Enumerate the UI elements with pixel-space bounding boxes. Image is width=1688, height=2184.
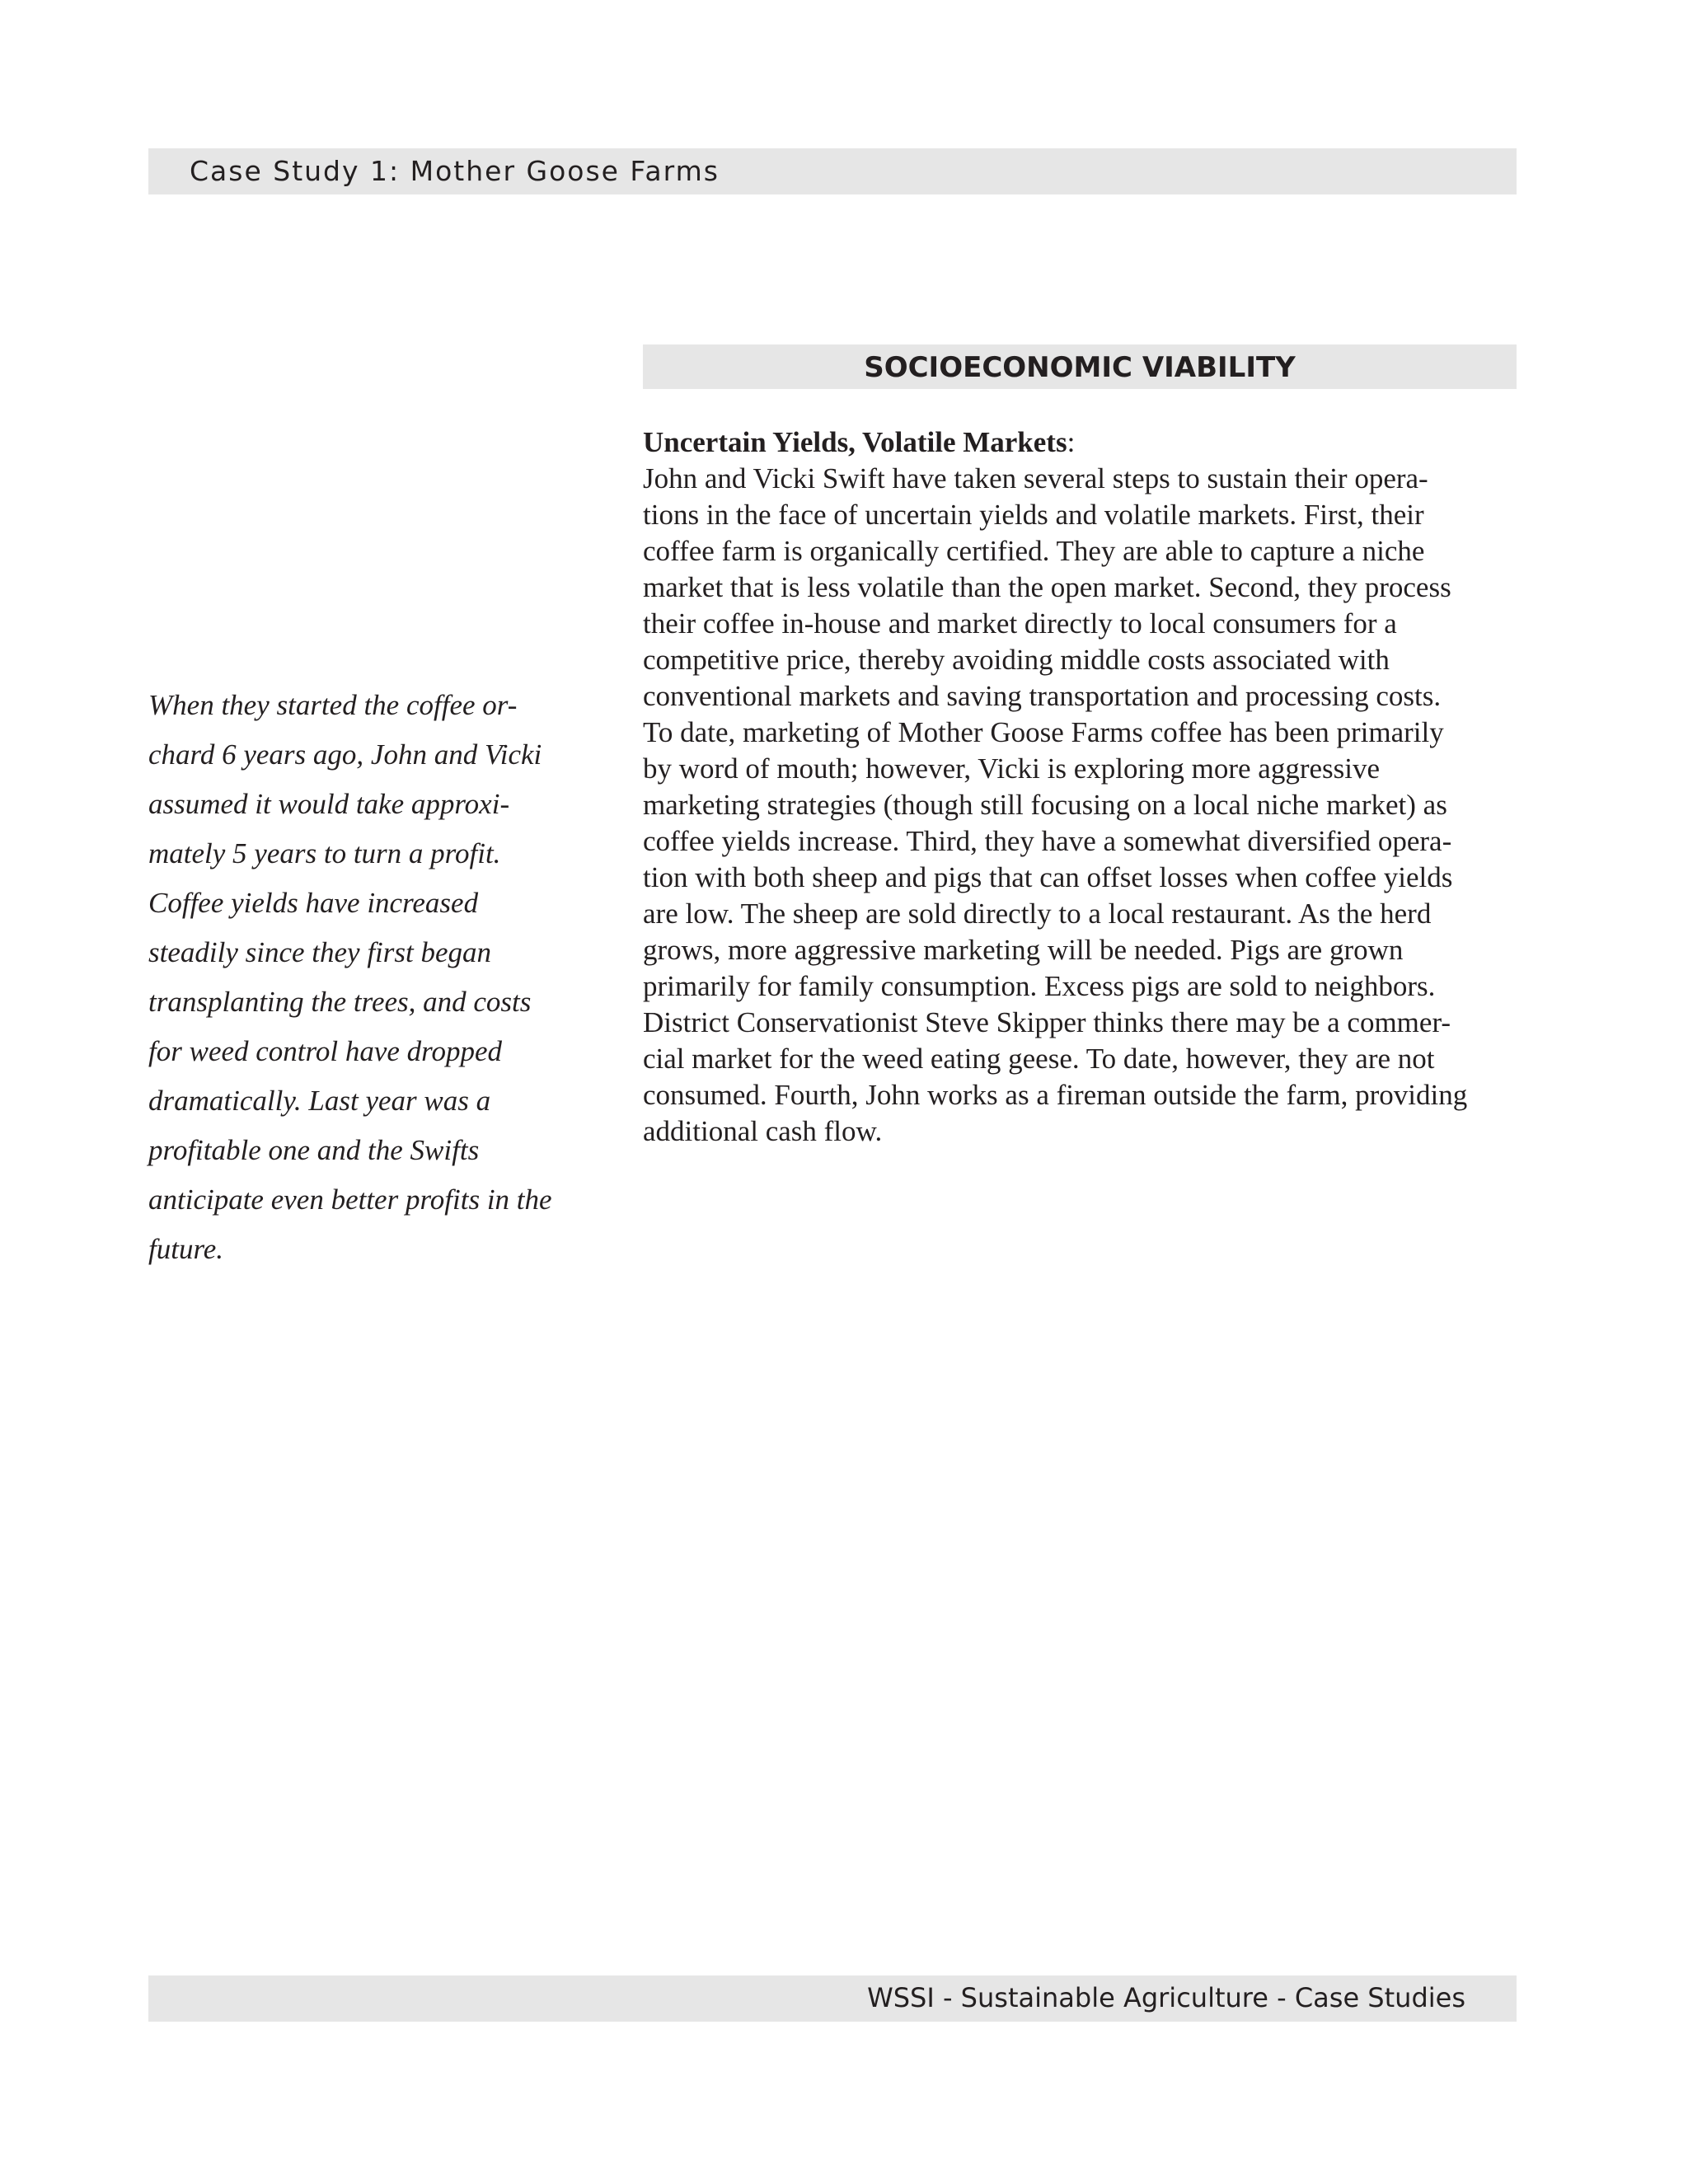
body-line: primarily for family consumption. Excess pigs are sold to neighbors. [643,970,1436,1002]
body-line: tions in the face of uncertain yields and volatile markets. First, their [643,499,1424,531]
sidebar-pull-quote [148,681,610,1274]
body-line: consumed. Fourth, John works as a fireman outside the farm, providing [643,1079,1468,1111]
subheading-colon: : [1067,426,1076,458]
sidebar-line: dramatically. Last year was a [148,1085,491,1117]
body-line: marketing strategies (though still focusing on a local niche market) as [643,789,1447,821]
sidebar-line: for weed control have dropped [148,1035,502,1067]
main-text-column [643,424,1517,1150]
body-line: market that is less volatile than the open market. Second, they process [643,571,1451,603]
body-line: cial market for the weed eating geese. To date, however, they are not [643,1043,1435,1075]
sidebar-line: Coffee yields have increased [148,887,479,919]
body-line: grows, more aggressive marketing will be needed. Pigs are grown [643,934,1404,966]
body-line: competitive price, thereby avoiding middle costs associated with [643,644,1390,676]
body-line: John and Vicki Swift have taken several steps to sustain their opera- [643,462,1428,494]
section-title: SOCIOECONOMIC VIABILITY [864,351,1296,384]
body-line: are low. The sheep are sold directly to a local restaurant. As the herd [643,898,1432,930]
sidebar-line: chard 6 years ago, John and Vicki [148,738,542,771]
sidebar-line: mately 5 years to turn a profit. [148,837,501,869]
running-footer-title: WSSI - Sustainable Agriculture - Case Studies [867,1982,1465,2013]
sidebar-line: transplanting the trees, and costs [148,986,532,1018]
sidebar-line: steadily since they first began [148,936,492,968]
body-line: additional cash flow. [643,1115,883,1147]
body-line: tion with both sheep and pigs that can offset losses when coffee yields [643,861,1453,893]
sidebar-line: When they started the coffee or- [148,689,518,721]
running-header-title: Case Study 1: Mother Goose Farms [190,155,720,187]
body-line: conventional markets and saving transportation and processing costs. [643,680,1442,712]
sidebar-line: assumed it would take approxi- [148,788,510,820]
running-header [148,148,1517,194]
body-line: by word of mouth; however, Vicki is exploring more aggressive [643,752,1381,785]
body-line: their coffee in-house and market directly to local consumers for a [643,607,1397,640]
body-line: District Conservationist Steve Skipper thinks there may be a commer- [643,1006,1451,1038]
section-heading-bar [643,344,1517,389]
body-line: To date, marketing of Mother Goose Farms coffee has been primarily [643,716,1444,748]
sidebar-line: profitable one and the Swifts [148,1134,480,1166]
subheading-bold: Uncertain Yields, Volatile Markets [643,426,1067,458]
sidebar-line: future. [148,1233,224,1265]
subheading [643,424,1517,461]
running-footer [148,1975,1517,2022]
body-line: coffee farm is organically certified. They are able to capture a niche [643,535,1425,567]
sidebar-line: anticipate even better profits in the [148,1183,552,1216]
body-line: coffee yields increase. Third, they have a somewhat diversified opera- [643,825,1452,857]
